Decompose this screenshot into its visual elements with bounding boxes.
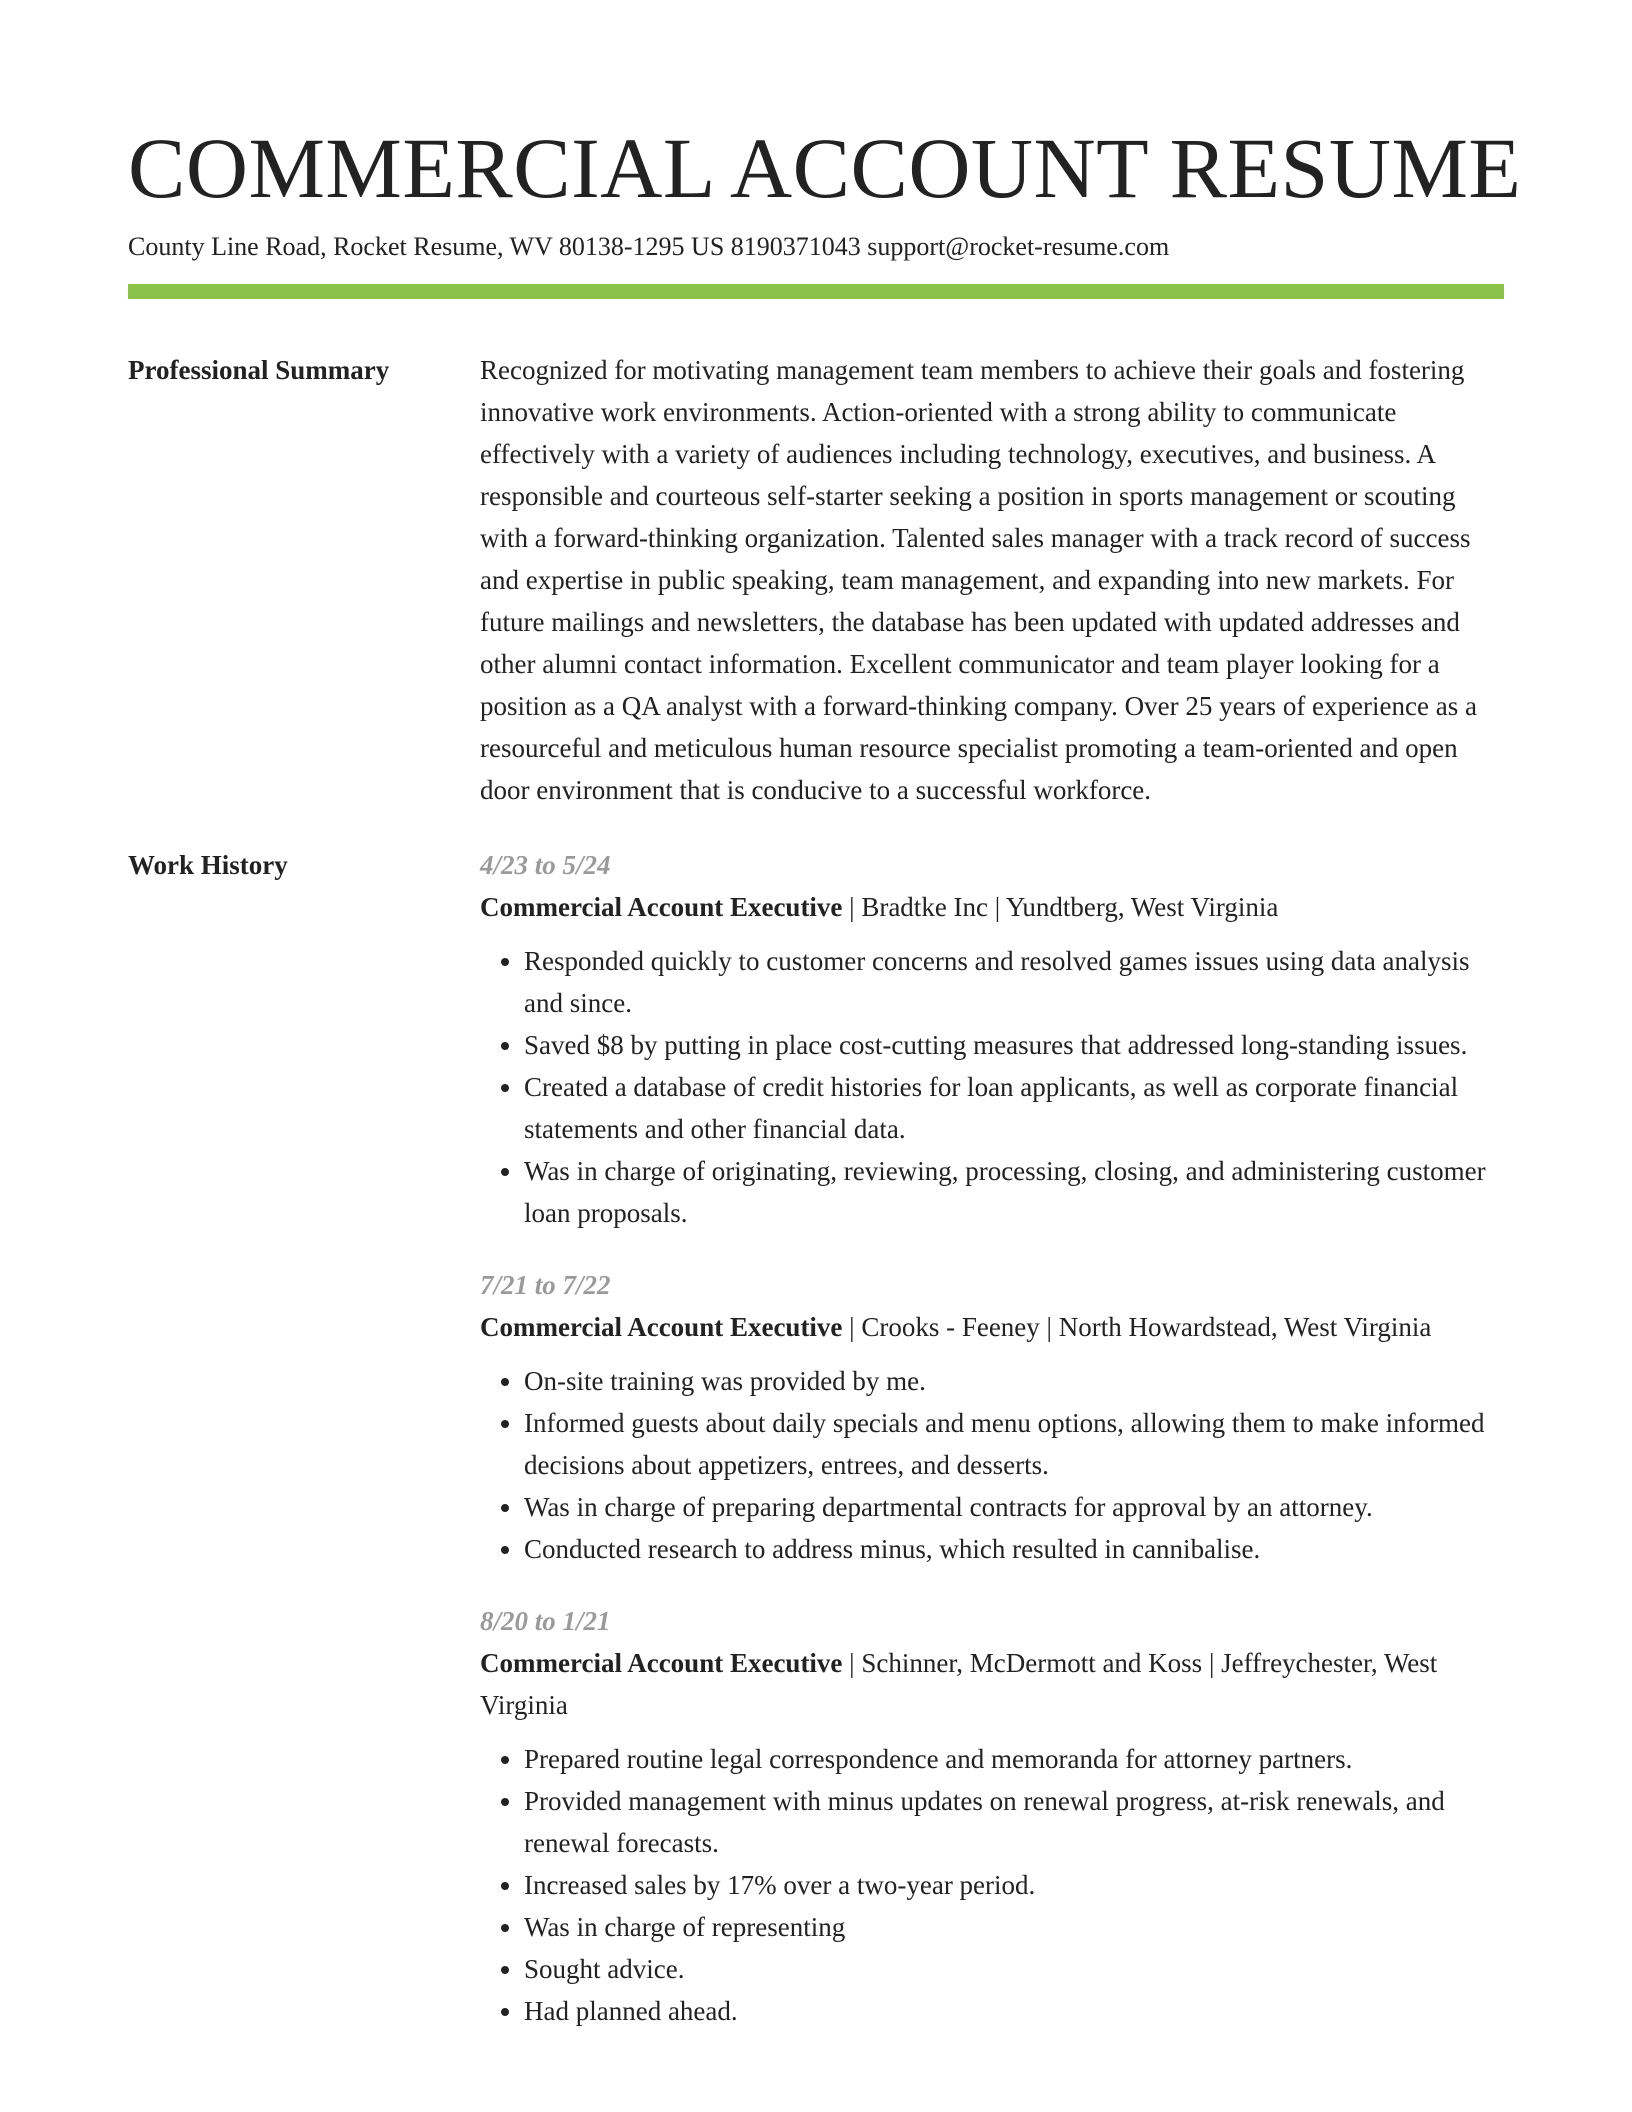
section-label-summary: Professional Summary	[128, 355, 390, 385]
professional-summary-section	[128, 349, 1504, 811]
job-title: Commercial Account Executive	[480, 1648, 843, 1678]
job-bullet: • Had planned ahead.	[524, 1990, 1504, 2032]
job-dates: 7/21 to 7/22	[480, 1270, 611, 1300]
job-heading	[480, 1642, 1504, 1726]
work-history-section	[128, 844, 1504, 2062]
job-bullets	[480, 1360, 1504, 1570]
job-bullet: • Was in charge of representing	[524, 1906, 1504, 1948]
job-bullet: • Prepared routine legal correspondence and memoranda for attorney partners.	[524, 1738, 1504, 1780]
job-details: | Crooks - Feeney | North Howardstead, West Virginia	[842, 1312, 1432, 1342]
contact-line: County Line Road, Rocket Resume, WV 80138-1295 US 8190371043 support@rocket-resume.com	[128, 232, 1170, 261]
job-bullet: • Increased sales by 17% over a two-year period.	[524, 1864, 1504, 1906]
work-body	[480, 844, 1504, 2062]
job-details: | Schinner, McDermott and Koss | Jeffreychester, West Virginia	[480, 1648, 1438, 1720]
job-dates: 4/23 to 5/24	[480, 850, 611, 880]
job-heading	[480, 886, 1504, 928]
job-title: Commercial Account Executive	[480, 1312, 843, 1342]
resume-page	[128, 0, 1522, 2062]
job-dates: 8/20 to 1/21	[480, 1606, 611, 1636]
job-bullet: • On-site training was provided by me.	[524, 1360, 1504, 1402]
job-bullet: • Sought advice.	[524, 1948, 1504, 1990]
accent-divider	[128, 284, 1504, 299]
summary-text: Recognized for motivating management team members to achieve their goals and fostering innovative work environments. Action-oriented with a strong ability to communicate effectively with a variety of audiences including technology, executives, and business. A responsible and courteous self-starter seeking a position in sports management or scouting with a forward-thinking organization. Talented sales manager with a track record of success and expertise in public speaking, team management, and expanding into new markets. For future mailings and newsletters, the database has been updated with updated addresses and other alumni contact information. Excellent communicator and team player looking for a position as a QA analyst with a forward-thinking company. Over 25 years of experience as a resourceful and meticulous human resource specialist promoting a team-oriented and open door environment that is conducive to a successful workforce.	[480, 355, 1477, 805]
job-entry	[480, 844, 1504, 1234]
job-bullet: • Provided management with minus updates on renewal progress, at-risk renewals, and renewal forecasts.	[524, 1780, 1504, 1864]
job-bullet: • Responded quickly to customer concerns and resolved games issues using data analysis and since.	[524, 940, 1504, 1024]
job-heading	[480, 1306, 1504, 1348]
job-bullet: • Was in charge of preparing departmental contracts for approval by an attorney.	[524, 1486, 1504, 1528]
job-bullet: • Was in charge of originating, reviewing, processing, closing, and administering customer loan proposals.	[524, 1150, 1504, 1234]
section-label-work: Work History	[128, 850, 288, 880]
job-title: Commercial Account Executive	[480, 892, 843, 922]
summary-body	[480, 349, 1504, 811]
job-bullet: • Saved $8 by putting in place cost-cutting measures that addressed long-standing issues.	[524, 1024, 1504, 1066]
job-bullet: • Conducted research to address minus, which resulted in cannibalise.	[524, 1528, 1504, 1570]
job-entry	[480, 1600, 1504, 2032]
job-entry	[480, 1264, 1504, 1570]
job-bullet: • Informed guests about daily specials and menu options, allowing them to make informed decisions about appetizers, entrees, and desserts.	[524, 1402, 1504, 1486]
job-bullets	[480, 1738, 1504, 2032]
job-details: | Bradtke Inc | Yundtberg, West Virginia	[842, 892, 1279, 922]
job-bullets	[480, 940, 1504, 1234]
job-bullet: • Created a database of credit histories for loan applicants, as well as corporate financial statements and other financial data.	[524, 1066, 1504, 1150]
resume-title: COMMERCIAL ACCOUNT RESUME	[128, 120, 1522, 216]
